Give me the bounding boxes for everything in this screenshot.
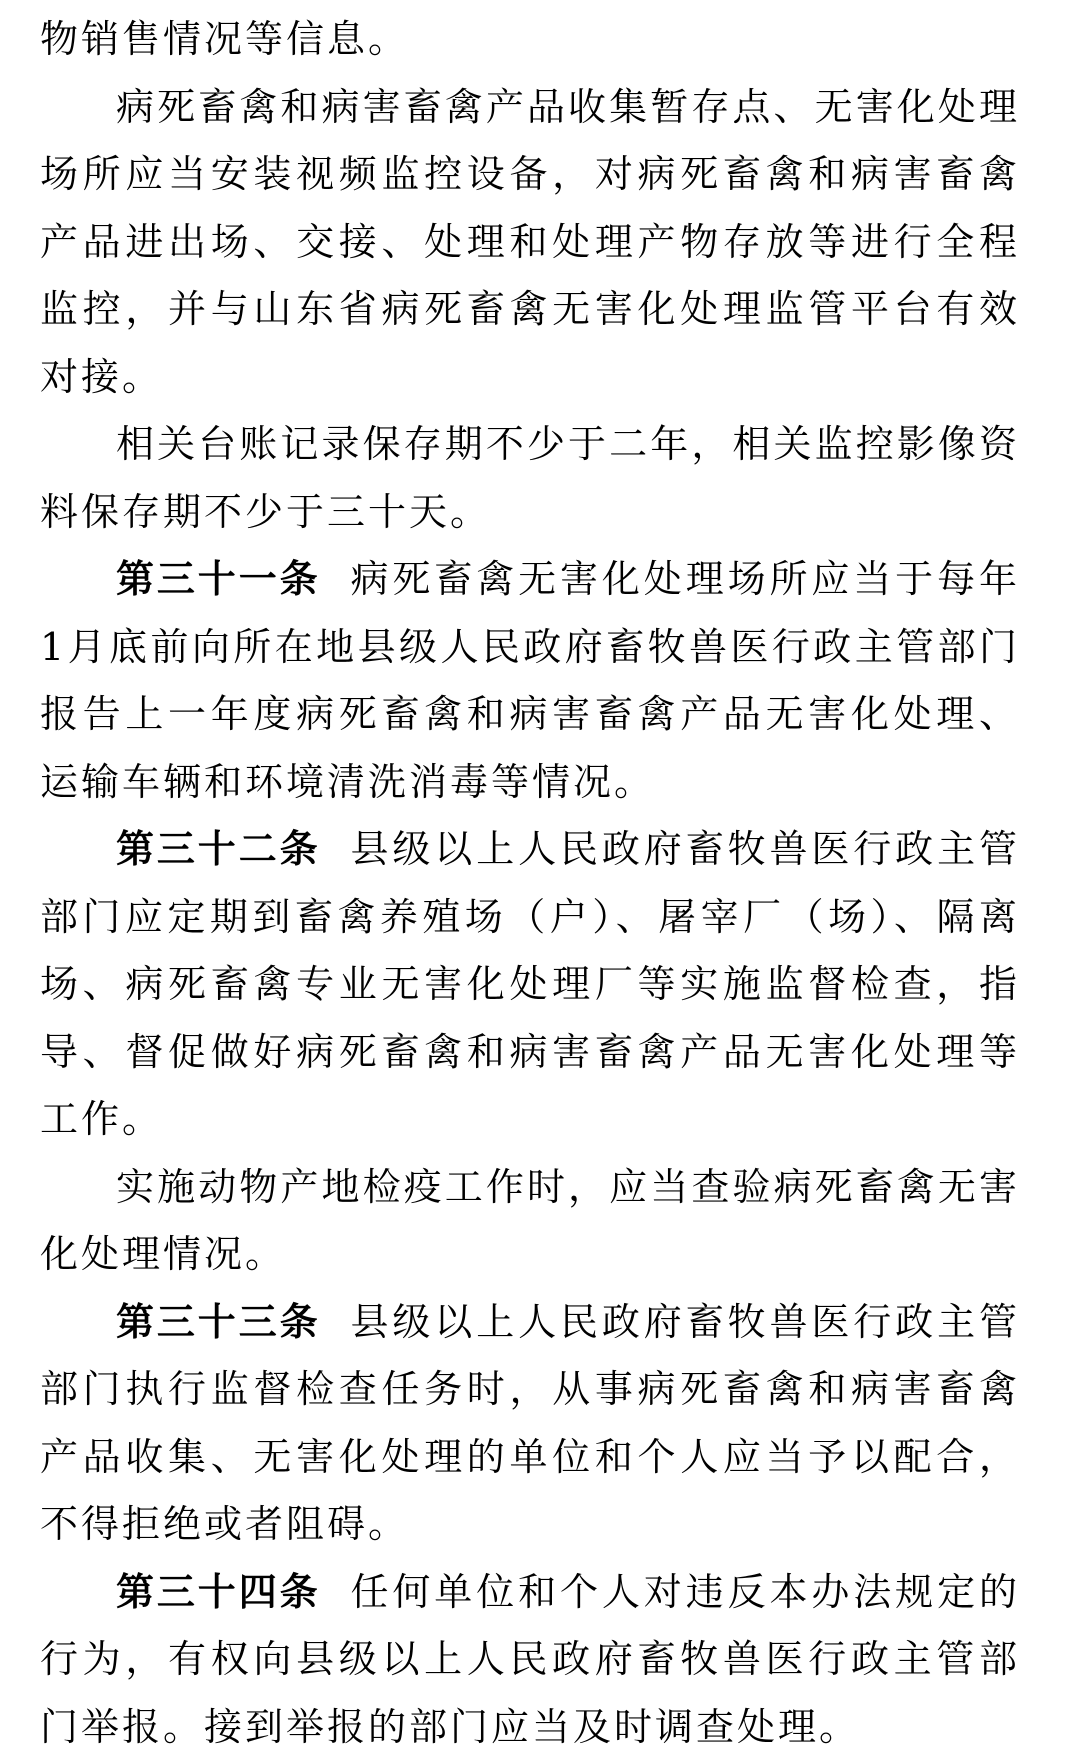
paragraph-text: 病死畜禽和病害畜禽产品收集暂存点、无害化处理场所应当安装视频监控设备，对病死畜禽和病害畜禽产品进出场、交接、处理和处理产物存放等进行全程监控，并与山东省病死畜禽无害化处理监管平台有效对接。 <box>40 85 1020 399</box>
paragraph-quarantine-check <box>40 1154 1020 1289</box>
article-31 <box>40 546 1020 816</box>
article-number: 第三十一条 <box>116 557 321 601</box>
paragraph-video-monitoring <box>40 74 1020 412</box>
paragraph-text: 物销售情况等信息。 <box>40 17 409 61</box>
paragraph-text: 相关台账记录保存期不少于二年，相关监控影像资料保存期不少于三十天。 <box>40 422 1020 534</box>
article-number: 第三十二条 <box>116 827 321 871</box>
article-33 <box>40 1289 1020 1559</box>
article-number: 第三十四条 <box>116 1570 321 1614</box>
article-text: 病死畜禽无害化处理场所应当于每年1月底前向所在地县级人民政府畜牧兽医行政主管部门报告上一年度病死畜禽和病害畜禽产品无害化处理、运输车辆和环境清洗消毒等情况。 <box>40 557 1020 804</box>
paragraph-text: 实施动物产地检疫工作时，应当查验病死畜禽无害化处理情况。 <box>40 1165 1020 1277</box>
paragraph-continuation <box>40 6 1020 74</box>
article-text: 县级以上人民政府畜牧兽医行政主管部门执行监督检查任务时，从事病死畜禽和病害畜禽产品收集、无害化处理的单位和个人应当予以配合，不得拒绝或者阻碍。 <box>40 1300 1020 1547</box>
article-number: 第三十三条 <box>116 1300 321 1344</box>
article-32 <box>40 816 1020 1154</box>
article-34 <box>40 1559 1020 1761</box>
article-text: 县级以上人民政府畜牧兽医行政主管部门应定期到畜禽养殖场（户）、屠宰厂（场）、隔离场、病死畜禽专业无害化处理厂等实施监督检查，指导、督促做好病死畜禽和病害畜禽产品无害化处理等工作。 <box>40 827 1020 1141</box>
article-text: 任何单位和个人对违反本办法规定的行为，有权向县级以上人民政府畜牧兽医行政主管部门举报。接到举报的部门应当及时调查处理。 <box>40 1570 1020 1749</box>
paragraph-record-retention <box>40 411 1020 546</box>
